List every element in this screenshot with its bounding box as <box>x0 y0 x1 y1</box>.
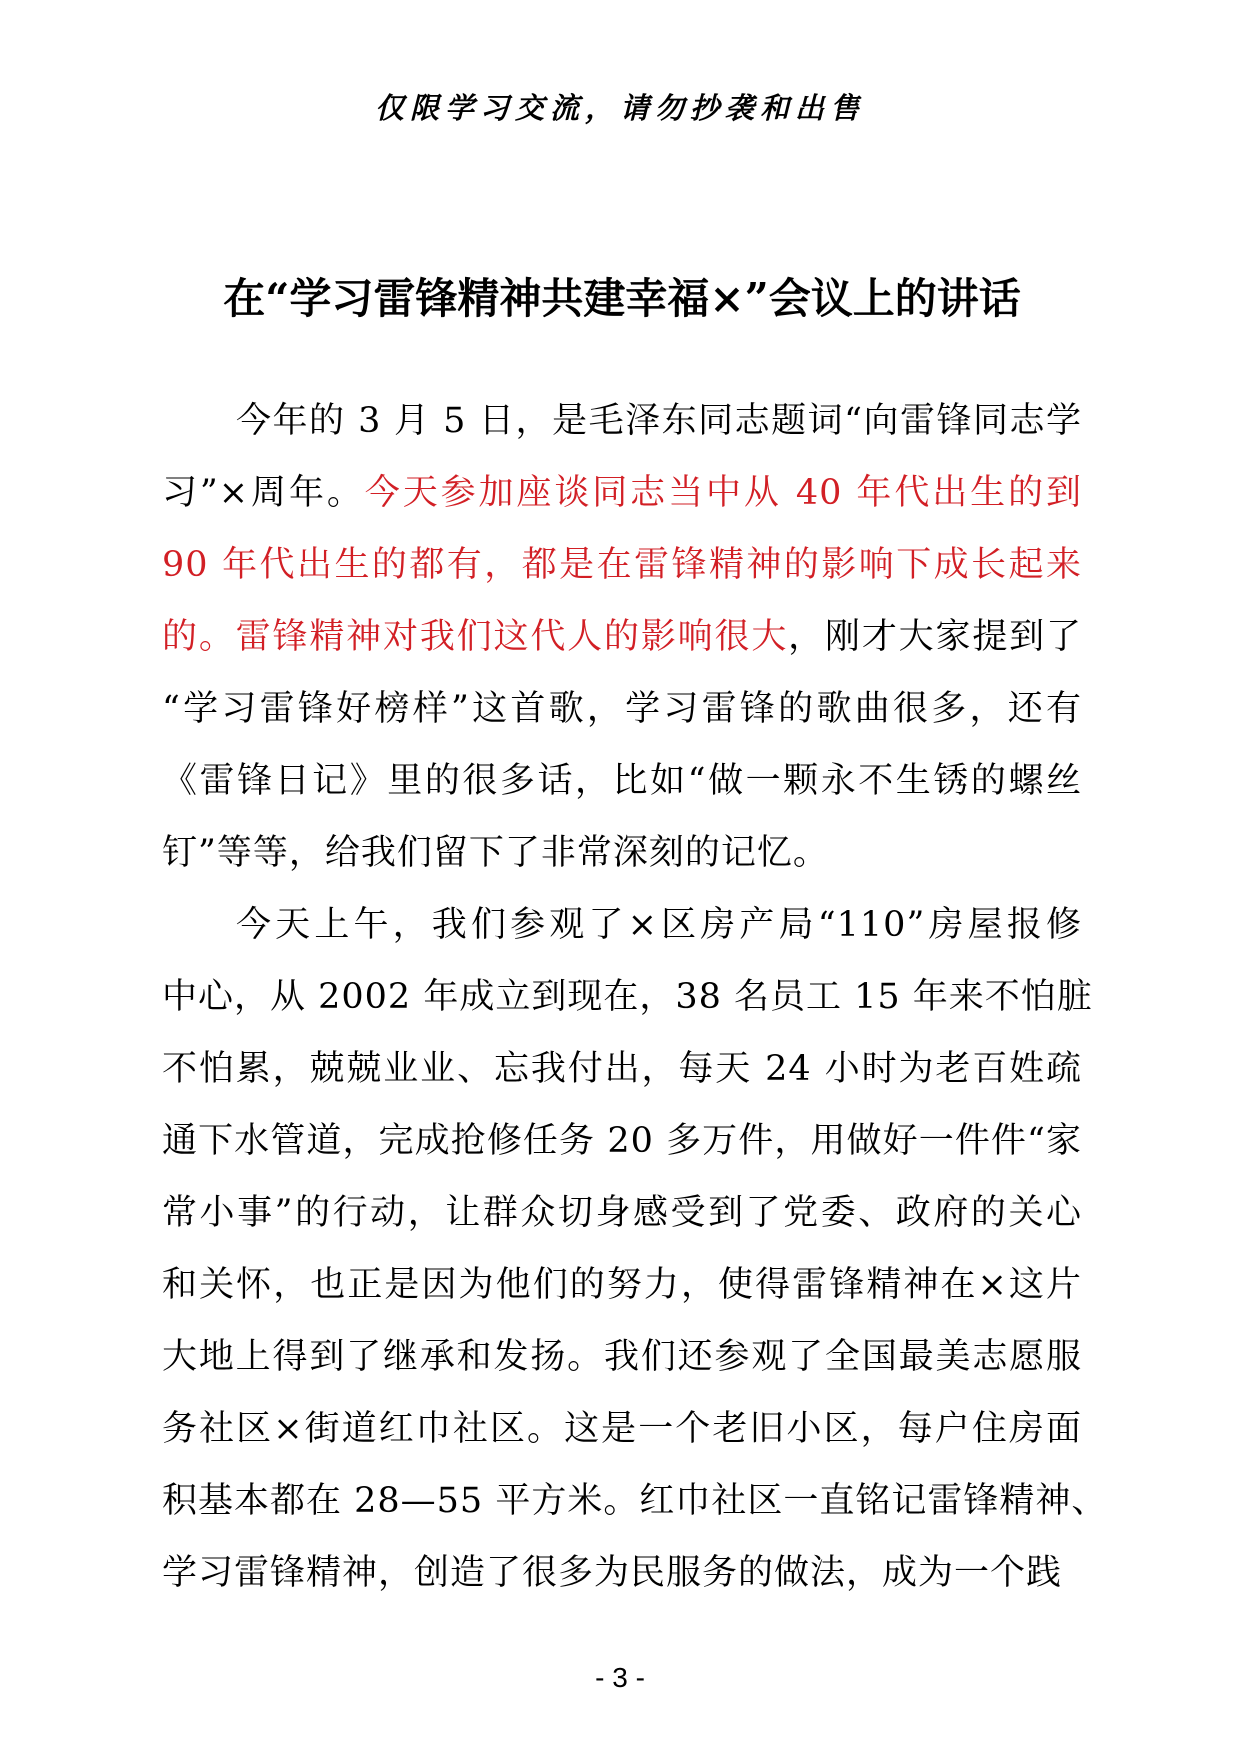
text-segment: 中心，从 2002 年成立到现在，38 名员工 15 年来不怕脏 <box>162 977 1093 1017</box>
text-line <box>162 817 1082 889</box>
text-line <box>162 1177 1082 1249</box>
text-line <box>162 1465 1108 1537</box>
text-segment: ，刚才大家提到了 <box>788 617 1082 657</box>
text-line <box>162 961 1093 1033</box>
text-line <box>162 385 1082 457</box>
text-line <box>162 1321 1082 1393</box>
text-line <box>162 1393 1082 1465</box>
text-segment: 不怕累，兢兢业业、忘我付出，每天 24 小时为老百姓疏 <box>162 1049 1082 1089</box>
paragraph <box>162 889 1108 1609</box>
highlighted-text: 今天参加座谈同志当中从 40 年代出生的到 <box>364 473 1082 513</box>
text-line <box>162 601 1082 673</box>
body-text <box>162 385 1108 1609</box>
document-title: 在“学习雷锋精神共建幸福×”会议上的讲话 <box>223 274 1021 323</box>
text-line <box>162 889 1082 961</box>
text-segment: 和关怀，也正是因为他们的努力，使得雷锋精神在×这片 <box>162 1265 1082 1305</box>
text-line <box>162 745 1082 817</box>
highlighted-text: 90 年代出生的都有，都是在雷锋精神的影响下成长起来 <box>162 545 1082 585</box>
text-line <box>162 673 1082 745</box>
text-line <box>162 1105 1082 1177</box>
text-segment: 常小事”的行动，让群众切身感受到了党委、政府的关心 <box>162 1193 1082 1233</box>
text-segment: 积基本都在 28—55 平方米。红巾社区一直铭记雷锋精神、 <box>162 1481 1108 1521</box>
text-line <box>162 529 1082 601</box>
text-line <box>162 1249 1082 1321</box>
text-segment: 务社区×街道红巾社区。这是一个老旧小区，每户住房面 <box>162 1409 1082 1449</box>
text-line <box>162 1033 1082 1105</box>
text-segment: 通下水管道，完成抢修任务 20 多万件，用做好一件件“家 <box>162 1121 1082 1161</box>
text-segment: “学习雷锋好榜样”这首歌，学习雷锋的歌曲很多，还有 <box>162 689 1082 729</box>
text-segment: 大地上得到了继承和发扬。我们还参观了全国最美志愿服 <box>162 1337 1082 1377</box>
text-segment: 《雷锋日记》里的很多话，比如“做一颗永不生锈的螺丝 <box>162 761 1082 801</box>
text-segment: 今天上午，我们参观了×区房产局“110”房屋报修 <box>236 905 1082 945</box>
page-number: - 3 - <box>595 1662 645 1693</box>
text-line <box>162 1537 1082 1609</box>
text-segment: 习”×周年。 <box>162 473 365 513</box>
header-note: 仅限学习交流，请勿抄袭和出售 <box>374 91 865 125</box>
text-segment: 钉”等等，给我们留下了非常深刻的记忆。 <box>162 833 829 873</box>
text-line <box>162 457 1082 529</box>
text-segment: 学习雷锋精神，创造了很多为民服务的做法，成为一个践 <box>162 1553 1063 1593</box>
paragraph <box>162 385 1082 889</box>
highlighted-text: 的。雷锋精神对我们这代人的影响很大 <box>162 617 789 657</box>
text-segment: 今年的 3 月 5 日，是毛泽东同志题词“向雷锋同志学 <box>236 401 1082 441</box>
